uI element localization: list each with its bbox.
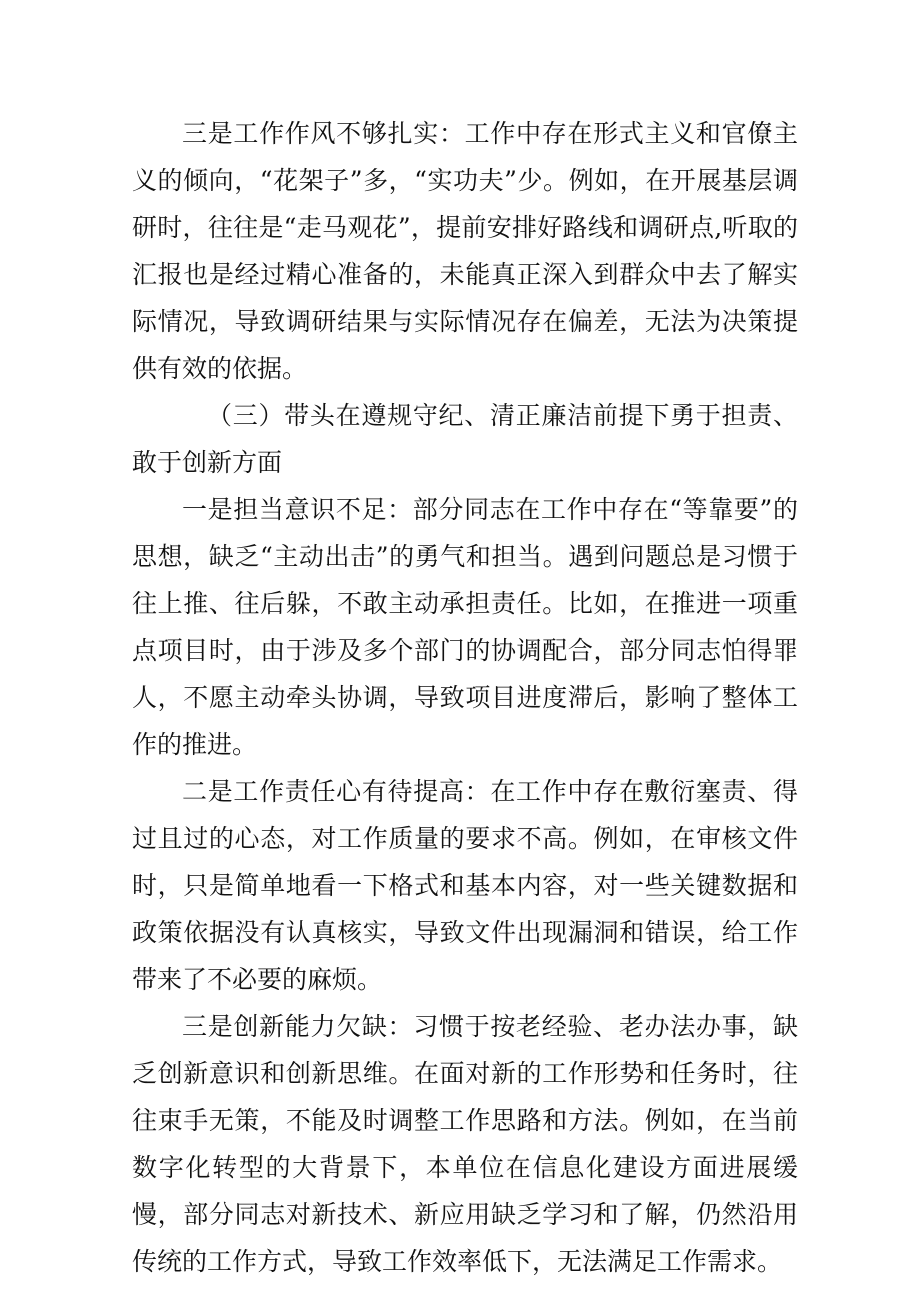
paragraph-innovation: 三是创新能力欠缺：习惯于按老经验、老办法办事，缺乏创新意识和创新思维。在面对新的工作形势和任务时，往往束手无策，不能及时调整工作思路和方法。例如，在当前数字化转型的大背景下，本单位在信息化建设方面进展缓慢，部分同志对新技术、新应用缺乏学习和了解，仍然沿用传统的工作方式，导致工作效率低下，无法满足工作需求。 xyxy=(132,1012,798,1276)
document-body xyxy=(132,110,798,1285)
paragraph-sense-of-duty: 二是工作责任心有待提高：在工作中存在敷衍塞责、得过且过的心态，对工作质量的要求不高。例如，在审核文件时，只是简单地看一下格式和基本内容，对一些关键数据和政策依据没有认真核实，导致文件出现漏洞和错误，给工作带来了不必要的麻烦。 xyxy=(132,777,798,994)
section-heading-3: （三）带头在遵规守纪、清正廉洁前提下勇于担责、敢于创新方面 xyxy=(132,401,798,477)
paragraph-work-style: 三是工作作风不够扎实：工作中存在形式主义和官僚主义的倾向，“花架子”多，“实功夫”少。例如，在开展基层调研时，往往是“走马观花”，提前安排好路线和调研点,听取的汇报也是经过精心准备的，未能真正深入到群众中去了解实际情况，导致调研结果与实际情况存在偏差，无法为决策提供有效的依据。 xyxy=(132,119,798,383)
paragraph-responsibility-awareness: 一是担当意识不足：部分同志在工作中存在“等靠要”的思想，缺乏“主动出击”的勇气和担当。遇到问题总是习惯于往上推、往后躲，不敢主动承担责任。比如，在推进一项重点项目时，由于涉及多个部门的协调配合，部分同志怕得罪人，不愿主动牵头协调，导致项目进度滞后，影响了整体工作的推进。 xyxy=(132,495,798,759)
